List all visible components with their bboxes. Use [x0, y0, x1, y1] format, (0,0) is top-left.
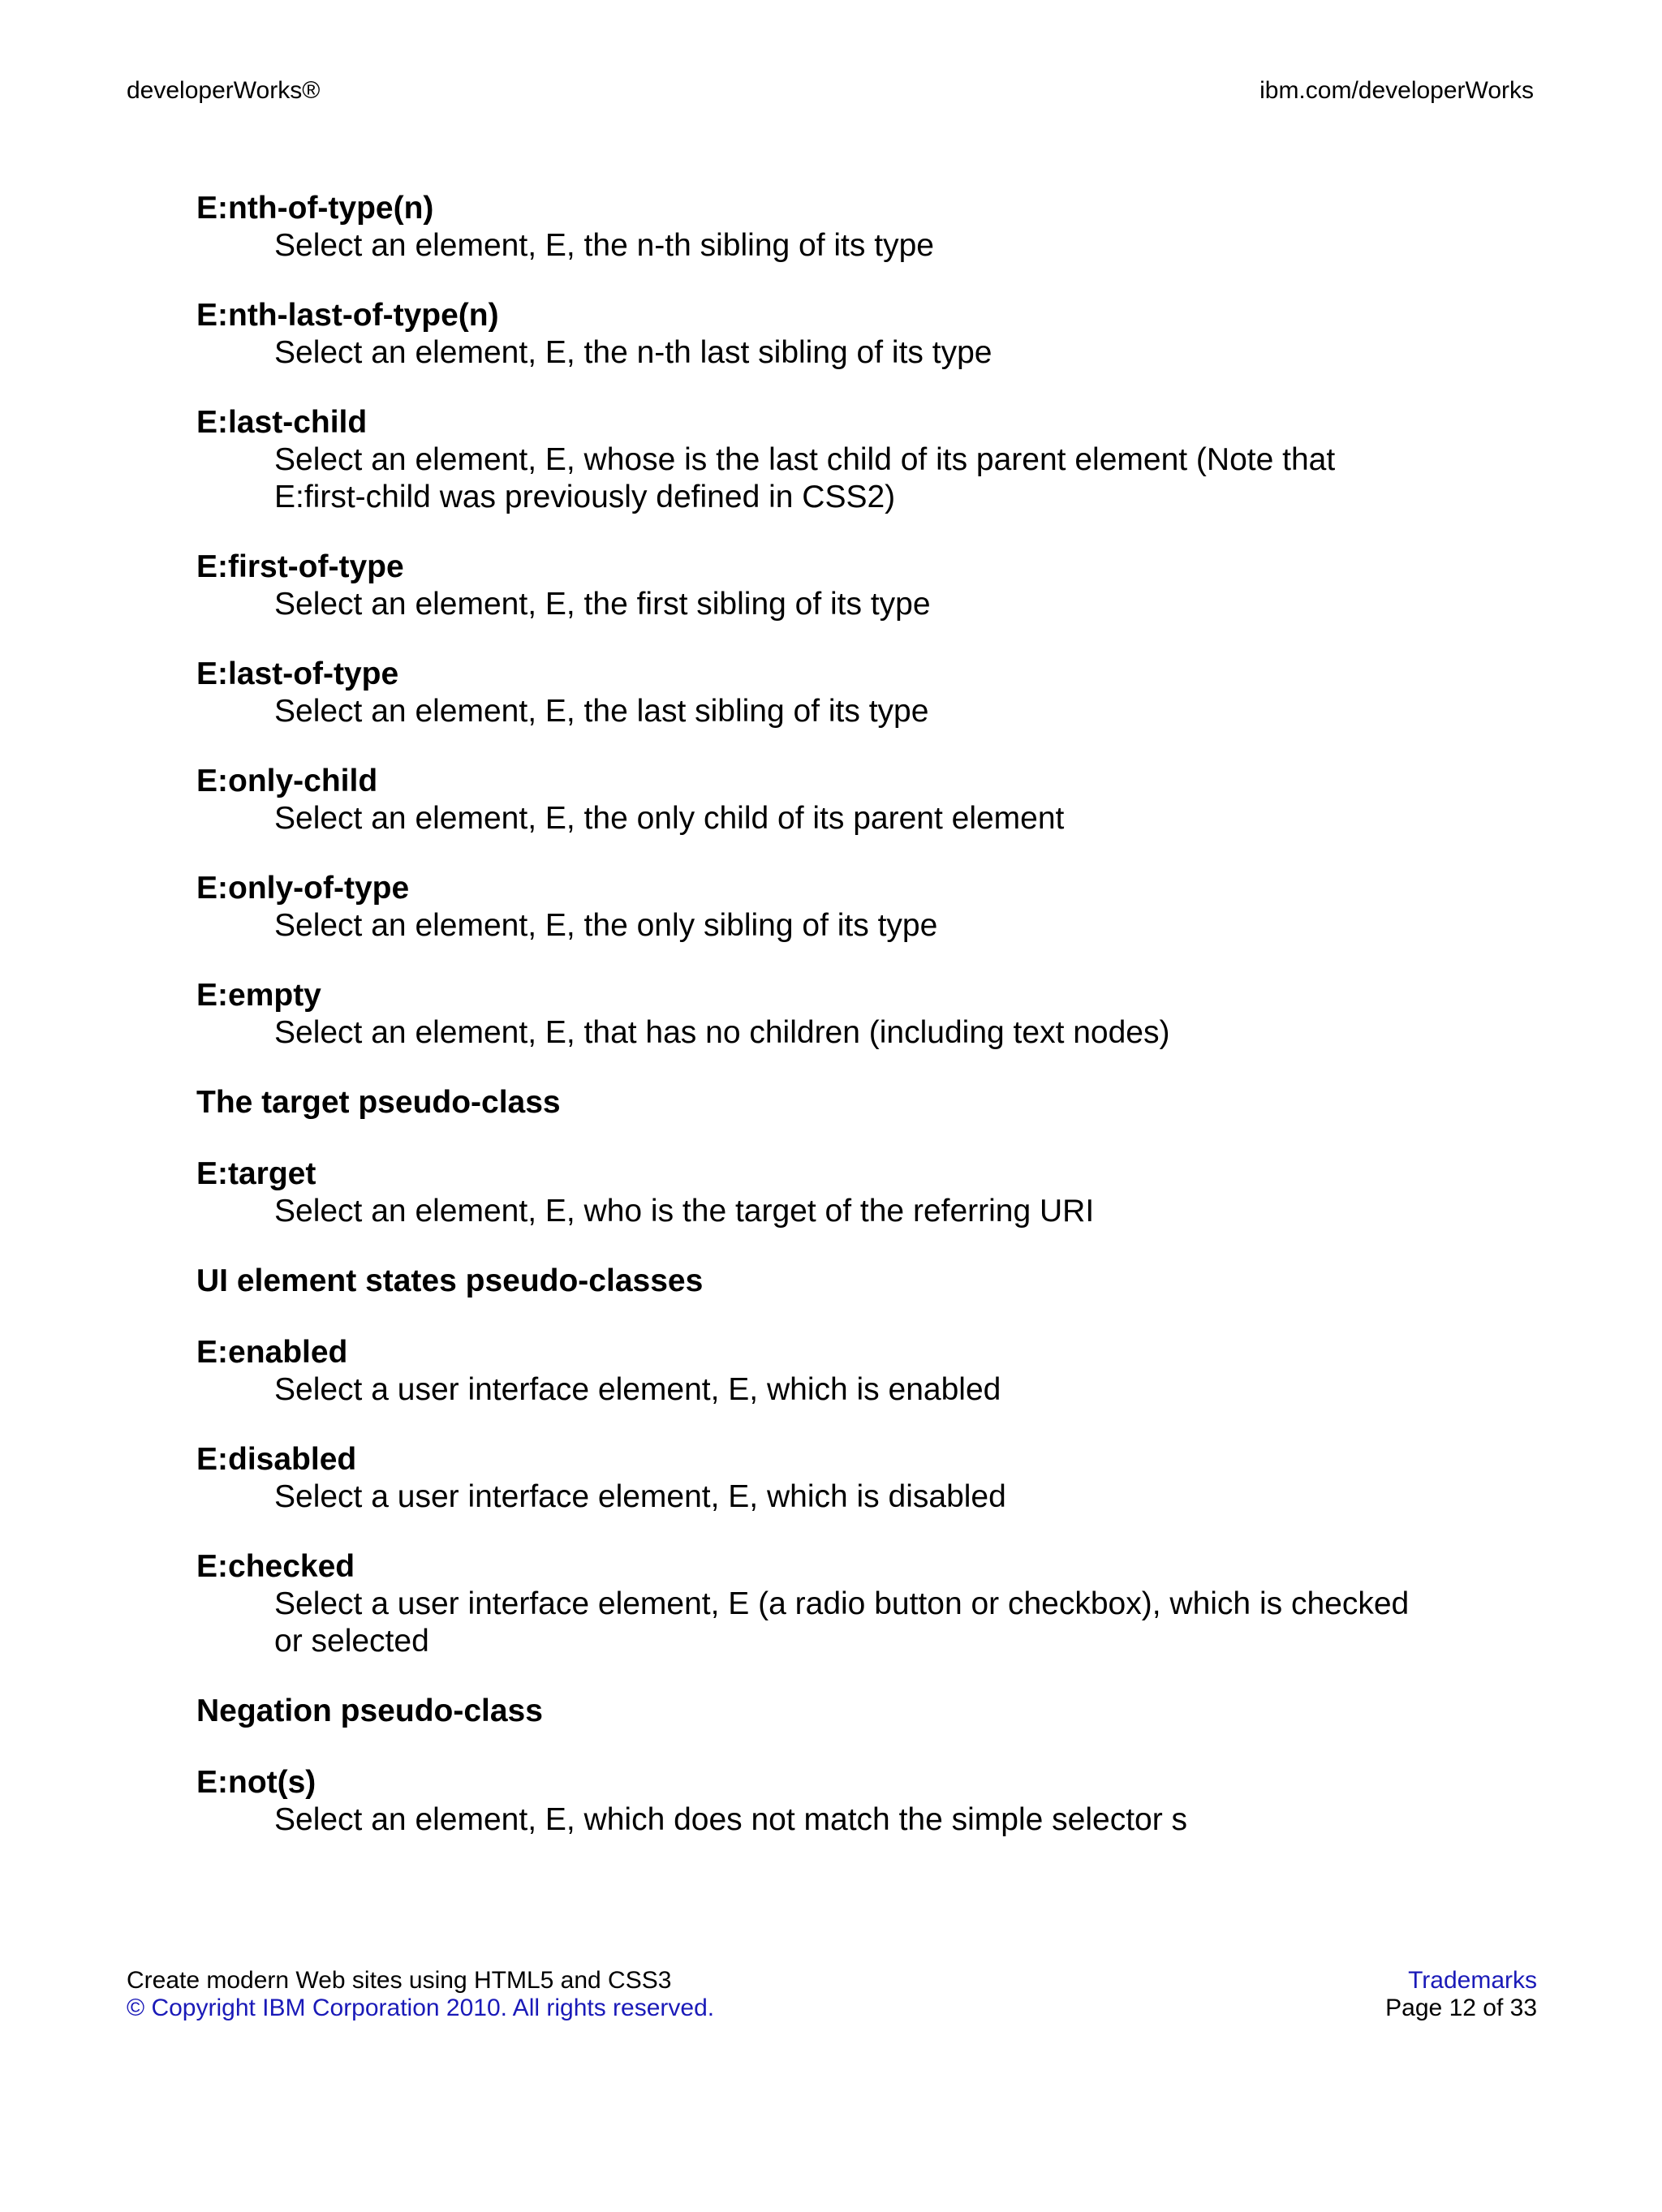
definition-entry [196, 1764, 1462, 1839]
selector-term: E:last-of-type [196, 656, 399, 691]
selector-term: E:first-of-type [196, 549, 404, 584]
selector-term: E:last-child [196, 405, 368, 440]
definition-entry [196, 763, 1462, 837]
selector-description: Select an element, E, whose is the last child of its parent element (Note that E:first-child was previously defined in CSS2) [274, 442, 1336, 514]
definition-entry [196, 404, 1462, 516]
selector-description: Select an element, E, the only sibling of its type [274, 908, 938, 943]
definition-entry [196, 1548, 1462, 1660]
header-brand: developerWorks® [127, 77, 321, 104]
selector-term: E:checked [196, 1549, 355, 1584]
selector-description: Select a user interface element, E, which is disabled [274, 1479, 1006, 1514]
selector-description: Select a user interface element, E (a radio button or checkbox), which is checked or selected [274, 1586, 1410, 1659]
footer-right [1385, 1967, 1537, 2022]
section-heading-ui-states: UI element states pseudo-classes [196, 1263, 704, 1298]
selector-term: E:disabled [196, 1442, 357, 1477]
footer-left [127, 1967, 714, 2022]
selector-term: E:nth-of-type(n) [196, 191, 434, 226]
definition-entry [196, 297, 1462, 372]
trademarks-link[interactable]: Trademarks [1408, 1967, 1537, 1994]
selector-term: E:empty [196, 978, 321, 1013]
section-heading-target: The target pseudo-class [196, 1085, 561, 1120]
selector-term: E:nth-last-of-type(n) [196, 298, 499, 333]
definition-entry [196, 549, 1462, 623]
definition-entry [196, 190, 1462, 265]
selector-term: E:not(s) [196, 1765, 316, 1800]
selector-description: Select a user interface element, E, which is enabled [274, 1372, 1001, 1407]
selector-description: Select an element, E, who is the target of the referring URI [274, 1194, 1095, 1229]
definition-entry [196, 1155, 1462, 1230]
document-body [196, 190, 1462, 1871]
selector-term: E:target [196, 1156, 316, 1191]
definition-entry [196, 870, 1462, 945]
selector-description: Select an element, E, the n-th sibling of its type [274, 228, 934, 263]
selector-description: Select an element, E, the last sibling of its type [274, 694, 929, 729]
selector-term: E:only-child [196, 764, 378, 798]
footer-document-title: Create modern Web sites using HTML5 and CSS3 [127, 1967, 672, 1994]
definition-entry [196, 656, 1462, 730]
header-site-url: ibm.com/developerWorks [1259, 77, 1534, 104]
selector-description: Select an element, E, the n-th last sibling of its type [274, 335, 992, 370]
definition-entry [196, 1441, 1462, 1516]
selector-description: Select an element, E, the only child of its parent element [274, 801, 1065, 836]
selector-description: Select an element, E, which does not match the simple selector s [274, 1802, 1188, 1837]
copyright-link[interactable]: © Copyright IBM Corporation 2010. All rights reserved. [127, 1995, 715, 2021]
page-number: Page 12 of 33 [1385, 1995, 1537, 2021]
selector-term: E:enabled [196, 1335, 348, 1370]
definition-entry [196, 1334, 1462, 1409]
selector-term: E:only-of-type [196, 871, 410, 906]
definition-entry [196, 977, 1462, 1052]
section-heading-negation: Negation pseudo-class [196, 1693, 543, 1728]
selector-description: Select an element, E, the first sibling of its type [274, 587, 931, 622]
selector-description: Select an element, E, that has no children (including text nodes) [274, 1015, 1170, 1050]
